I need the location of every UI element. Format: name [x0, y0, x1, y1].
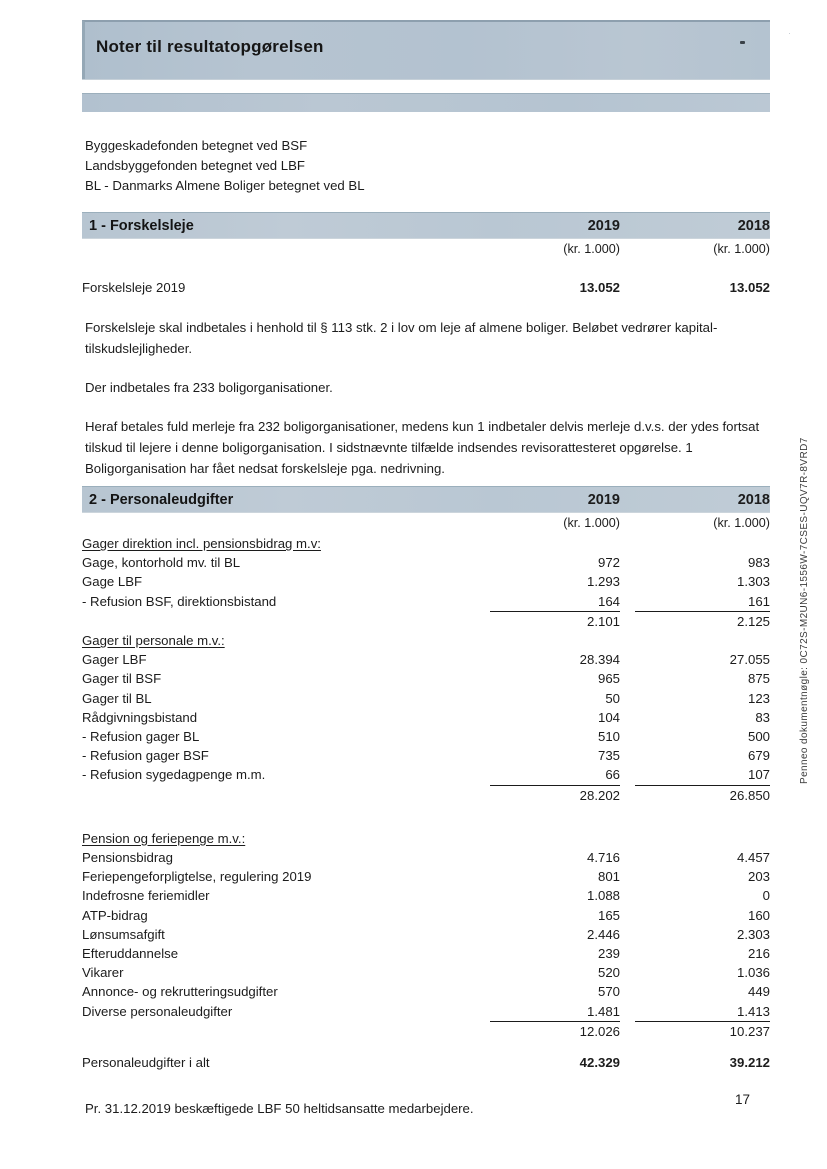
row-label: Forskelsleje 2019	[82, 280, 186, 295]
table-row	[82, 746, 770, 765]
scan-smudge: ·	[788, 28, 791, 38]
value-2019-cell: 28.202	[579, 787, 620, 803]
value-2018-cell: 39.212	[729, 1055, 770, 1071]
spacer-row	[82, 805, 770, 829]
row-label: - Refusion gager BL	[82, 729, 200, 745]
row-label: Gager til BSF	[82, 671, 162, 687]
table-row	[82, 886, 770, 905]
table-row	[82, 572, 770, 591]
value-2018-cell: 27.055	[729, 652, 770, 668]
page-title-banner	[82, 20, 770, 79]
row-label: Annonce- og rekrutteringsudgifter	[82, 984, 278, 1000]
note-1-title: 1 - Forskelsleje	[89, 217, 194, 234]
value-2019-cell: 4.716	[586, 850, 620, 866]
page-number: 17	[735, 1092, 751, 1107]
note-2-header-bar	[82, 486, 770, 512]
value-2019-cell: 801	[597, 869, 620, 885]
table-row	[82, 592, 770, 612]
value-2019-cell: 2.101	[586, 613, 620, 629]
value-2018-cell: 875	[747, 671, 770, 687]
value-2018-cell: 1.303	[736, 574, 770, 590]
note-1-table	[82, 278, 770, 297]
row-label: - Refusion gager BSF	[82, 748, 209, 764]
table-row	[82, 963, 770, 982]
value-2018-cell: 4.457	[736, 850, 770, 866]
value-2018-cell: 107	[635, 765, 770, 785]
row-label: Personaleudgifter i alt	[82, 1055, 210, 1071]
row-label: Vikarer	[82, 965, 124, 981]
value-2019-cell: 520	[597, 965, 620, 981]
value-2019-cell: 1.481	[490, 1002, 620, 1022]
total-row	[82, 278, 770, 297]
column-header-2018: 2018	[737, 491, 770, 508]
value-2019-cell: 165	[597, 907, 620, 923]
group-heading-row	[82, 829, 770, 848]
subtotal-row	[82, 1022, 770, 1041]
value-2018-cell: 123	[747, 690, 770, 706]
value-2018-cell: 0	[762, 888, 770, 904]
value-2018-cell: 983	[747, 555, 770, 571]
row-label: Gager til BL	[82, 690, 152, 706]
table-row	[82, 689, 770, 708]
unit-label-2019: (kr. 1.000)	[563, 516, 620, 530]
value-2018-cell: 2.303	[736, 926, 770, 942]
value-2019-cell: 735	[597, 748, 620, 764]
value-2018-cell: 13.052	[729, 280, 770, 295]
value-2018-cell: 1.036	[736, 965, 770, 981]
row-label: ATP-bidrag	[82, 907, 148, 923]
penneo-document-key: Penneo dokumentnøgle: 0C72S-M2UN6-1556W-7CSES-UQV7R-8VRD7	[799, 437, 810, 784]
value-2019-cell: 104	[597, 709, 620, 725]
table-row	[82, 669, 770, 688]
total-row	[82, 1053, 770, 1072]
subtotal-row	[82, 786, 770, 805]
row-label: Indefrosne feriemidler	[82, 888, 210, 904]
row-label: - Refusion sygedagpenge m.m.	[82, 767, 266, 783]
row-label: Gage, kontorhold mv. til BL	[82, 555, 241, 571]
page-title: Noter til resultatopgørelsen	[96, 37, 324, 56]
row-label: - Refusion BSF, direktionsbistand	[82, 593, 277, 609]
value-2018-cell: 1.413	[635, 1002, 770, 1022]
value-2018-cell: 216	[747, 946, 770, 962]
note-2-personaleudgifter	[82, 486, 770, 1119]
table-row	[82, 650, 770, 669]
group-heading-row	[82, 534, 770, 553]
value-2019-cell: 510	[597, 729, 620, 745]
abbreviation-line: Byggeskadefonden betegnet ved BSF	[85, 138, 308, 153]
table-row	[82, 553, 770, 572]
row-label: Pension og feriepenge m.v.:	[82, 830, 246, 846]
table-row	[82, 867, 770, 886]
note-paragraph: Heraf betales fuld merleje fra 232 boligorganisationer, medens kun 1 indbetaler delvis merleje d.v.s. der ydes fortsat tilskud til lejere i denne boligorganisation. I sidstnævnte tilfælde indsendes revisorattesteret opgørelse. 1 Boligorganisation har fået nedsat forskelsleje pga. nedrivning.	[85, 419, 760, 477]
row-label: Gager til personale m.v.:	[82, 633, 225, 649]
decorative-banner	[82, 93, 770, 112]
value-2019-cell: 164	[490, 592, 620, 612]
row-label: Efteruddannelse	[82, 946, 179, 962]
row-label: Gager direktion incl. pensionsbidrag m.v:	[82, 536, 321, 551]
value-2019-cell: 42.329	[579, 1055, 620, 1071]
table-row	[82, 982, 770, 1001]
note-1-header-bar	[82, 212, 770, 238]
units-row	[82, 514, 770, 532]
value-2019-cell: 972	[597, 555, 620, 571]
spacer-row	[82, 1041, 770, 1053]
value-2019-cell: 2.446	[586, 926, 620, 942]
note-2-table	[82, 534, 770, 1072]
group-heading-row	[82, 631, 770, 650]
abbreviation-list	[85, 136, 365, 196]
value-2018-cell: 26.850	[729, 787, 770, 803]
abbreviation-line: BL - Danmarks Almene Boliger betegnet ved BL	[85, 178, 365, 193]
table-row	[82, 727, 770, 746]
value-2019-cell: 965	[597, 671, 620, 687]
note-paragraph: Forskelsleje skal indbetales i henhold til § 113 stk. 2 i lov om leje af almene boliger. Beløbet vedrører kapital-tilskudslejligheder.	[85, 320, 718, 357]
value-2019-cell: 570	[597, 984, 620, 1000]
row-label: Diverse personaleudgifter	[82, 1003, 233, 1019]
value-2018-cell: 160	[747, 907, 770, 923]
subtotal-row	[82, 612, 770, 631]
unit-label-2019: (kr. 1.000)	[563, 242, 620, 256]
column-header-2019: 2019	[587, 491, 620, 508]
note-paragraph: Der indbetales fra 233 boligorganisationer.	[85, 380, 333, 396]
column-header-2018: 2018	[737, 217, 770, 234]
value-2018-cell: 500	[747, 729, 770, 745]
note-1-paragraphs	[82, 317, 770, 479]
table-row	[82, 906, 770, 925]
unit-label-2018: (kr. 1.000)	[713, 242, 770, 256]
table-row	[82, 1002, 770, 1022]
value-2019-cell: 66	[490, 765, 620, 785]
row-label: Rådgivningsbistand	[82, 709, 198, 725]
row-label: Pensionsbidrag	[82, 850, 173, 866]
value-2019-cell: 1.088	[586, 888, 620, 904]
value-2018-cell: 679	[747, 748, 770, 764]
row-label: Lønsumsafgift	[82, 926, 165, 942]
value-2018-cell: 2.125	[736, 613, 770, 629]
column-header-2019: 2019	[587, 217, 620, 234]
abbreviation-line: Landsbyggefonden betegnet ved LBF	[85, 158, 305, 173]
value-2018-cell: 449	[747, 984, 770, 1000]
value-2019-cell: 239	[597, 946, 620, 962]
table-row	[82, 765, 770, 785]
value-2019-cell: 28.394	[579, 652, 620, 668]
table-row	[82, 944, 770, 963]
row-label: Gager LBF	[82, 652, 147, 668]
note-1-forskelsleje	[82, 212, 770, 479]
value-2019-cell: 12.026	[579, 1023, 620, 1039]
note-2-footer: Pr. 31.12.2019 beskæftigede LBF 50 heltidsansatte medarbejdere.	[85, 1101, 474, 1117]
value-2018-cell: 83	[755, 709, 770, 725]
value-2019-cell: 13.052	[579, 280, 620, 295]
row-label: Feriepengeforpligtelse, regulering 2019	[82, 869, 312, 885]
value-2018-cell: 10.237	[729, 1023, 770, 1039]
note-2-title: 2 - Personaleudgifter	[89, 491, 234, 508]
value-2019-cell: 50	[605, 690, 620, 706]
scan-speck	[740, 41, 745, 44]
units-row	[82, 240, 770, 258]
row-label: Gage LBF	[82, 574, 143, 590]
table-row	[82, 708, 770, 727]
table-row	[82, 925, 770, 944]
unit-label-2018: (kr. 1.000)	[713, 516, 770, 530]
table-row	[82, 848, 770, 867]
value-2018-cell: 161	[635, 592, 770, 612]
value-2018-cell: 203	[747, 869, 770, 885]
value-2019-cell: 1.293	[586, 574, 620, 590]
